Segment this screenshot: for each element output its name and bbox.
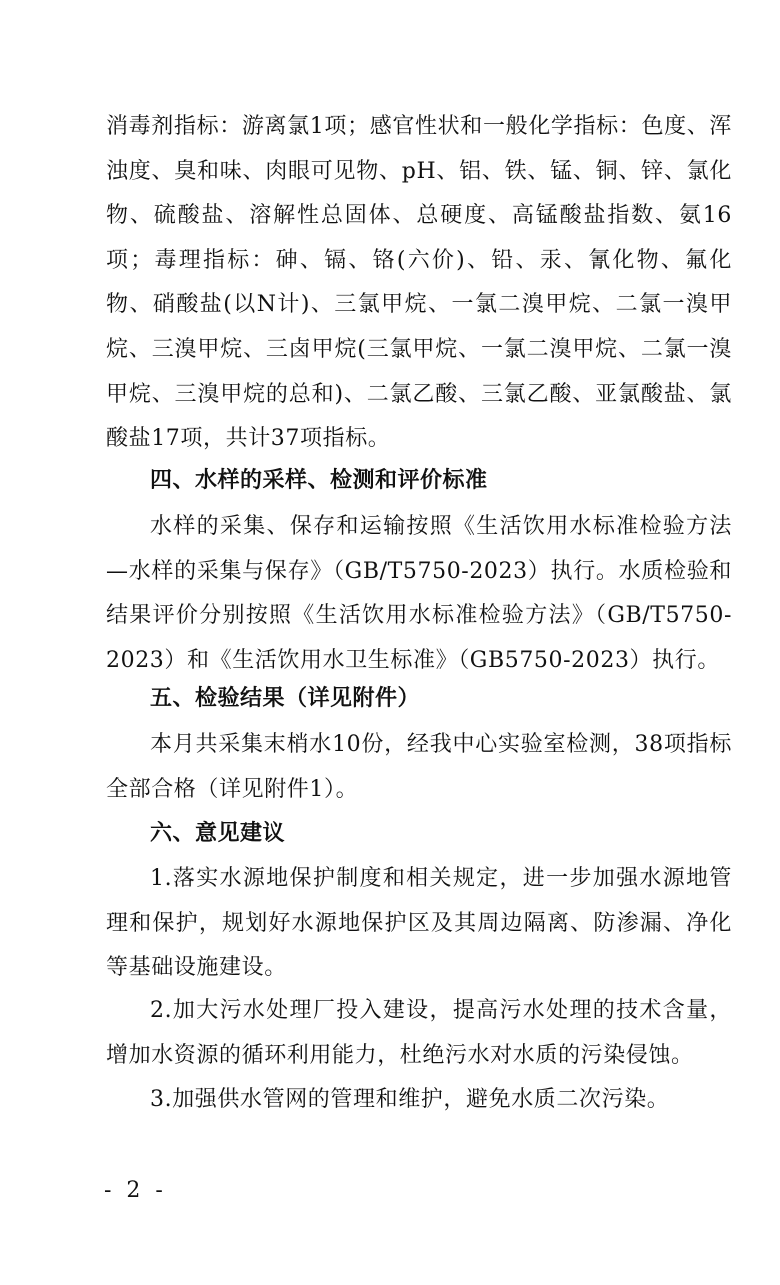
section-heading-5: 五、检验结果（详见附件） (150, 686, 421, 711)
section-heading-6: 六、意见建议 (150, 821, 286, 846)
paragraph-indicators: 消毒剂指标：游离氯1项；感官性状和一般化学指标：色度、浑浊度、臭和味、肉眼可见物、pH、铝、铁、锰、铜、锌、氯化物、硫酸盐、溶解性总固体、总硬度、高锰酸盐指数、氨16项；毒理指标：砷、镉、铬(六价)、铅、汞、氰化物、氟化物、硝酸盐(以N计)、三氯甲烷、一氯二溴甲烷、二氯一溴甲烷、三溴甲烷、三卤甲烷(三氯甲烷、一氯二溴甲烷、二氯一溴甲烷、三溴甲烷的总和)、二氯乙酸、三氯乙酸、亚氯酸盐、氯酸盐17项，共计37项指标。 (106, 114, 732, 452)
page-number: - 2 - (104, 1178, 167, 1203)
suggestion-2: 2.加大污水处理厂投入建设，提高污水处理的技术含量，增加水资源的循环利用能力，杜绝污水对水质的污染侵蚀。 (106, 998, 732, 1068)
suggestion-3: 3.加强供水管网的管理和维护，避免水质二次污染。 (150, 1087, 670, 1112)
section-heading-4: 四、水样的采样、检测和评价标准 (150, 468, 488, 493)
paragraph-sampling: 水样的采集、保存和运输按照《生活饮用水标准检验方法—水样的采集与保存》（GB/T5750-2023）执行。水质检验和结果评价分别按照《生活饮用水标准检验方法》（GB/T5750-2023）和《生活饮用水卫生标准》（GB5750-2023）执行。 (106, 514, 732, 673)
suggestion-1: 1.落实水源地保护制度和相关规定，进一步加强水源地管理和保护，规划好水源地保护区及其周边隔离、防渗漏、净化等基础设施建设。 (106, 866, 732, 981)
paragraph-results: 本月共采集末梢水10份，经我中心实验室检测，38项指标全部合格（详见附件1）。 (106, 732, 732, 802)
